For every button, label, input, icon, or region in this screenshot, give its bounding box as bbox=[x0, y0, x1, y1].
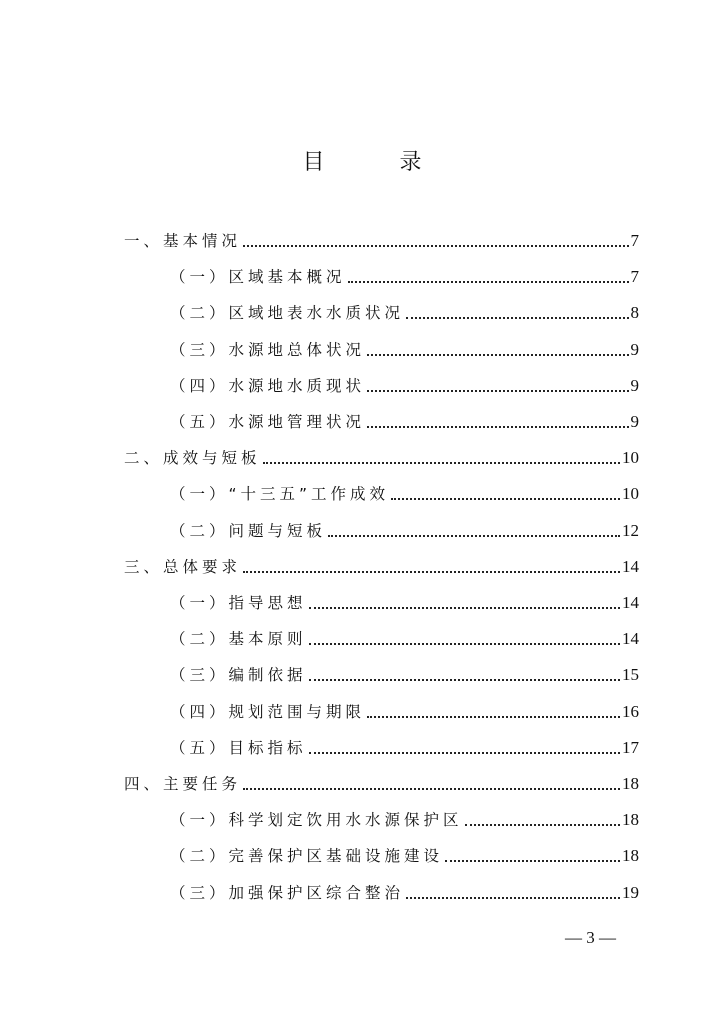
toc-entry[interactable] bbox=[170, 294, 639, 324]
toc-entry-page-number: 7 bbox=[630, 267, 639, 287]
dot-leader bbox=[243, 570, 620, 573]
toc-entry-label: （二）问题与短板 bbox=[170, 521, 327, 540]
dot-leader bbox=[391, 497, 620, 500]
page-title: 目 录 bbox=[302, 150, 456, 175]
toc-entry[interactable] bbox=[170, 512, 639, 542]
toc-entry[interactable] bbox=[170, 874, 639, 904]
toc-entry[interactable] bbox=[170, 620, 639, 650]
toc-entry-page-number: 16 bbox=[622, 701, 639, 721]
toc-entry-page-number: 14 bbox=[622, 593, 639, 612]
dot-leader bbox=[328, 534, 620, 537]
toc-entry-page-number: 18 bbox=[622, 846, 639, 866]
toc-entry-page-number: 9 bbox=[630, 375, 639, 395]
dot-leader bbox=[243, 244, 628, 247]
toc-entry-page-number: 10 bbox=[622, 448, 639, 468]
toc-entry-label: （二）基本原则 bbox=[170, 630, 307, 649]
toc-entry-page-number: 14 bbox=[622, 629, 639, 649]
toc-entry[interactable] bbox=[170, 837, 639, 867]
toc-entry[interactable] bbox=[124, 548, 639, 578]
toc-entry[interactable] bbox=[170, 729, 639, 759]
toc-entry-page-number: 7 bbox=[630, 231, 639, 250]
toc-entry-page-number: 9 bbox=[630, 339, 639, 359]
toc-entry-label: （一）区域基本概况 bbox=[170, 268, 346, 287]
toc-entry-label: 二、成效与短板 bbox=[124, 449, 261, 468]
dot-leader bbox=[309, 678, 620, 681]
dot-leader bbox=[367, 425, 628, 428]
dot-leader bbox=[263, 461, 620, 464]
toc-entry[interactable] bbox=[170, 584, 639, 614]
dot-leader bbox=[367, 353, 628, 356]
toc-entry-label: （三）编制依据 bbox=[170, 666, 307, 685]
dot-leader bbox=[406, 316, 628, 319]
toc-entry[interactable] bbox=[124, 439, 639, 469]
toc-entry-page-number: 18 bbox=[622, 810, 639, 830]
dot-leader bbox=[406, 896, 620, 899]
toc-entry-page-number: 12 bbox=[622, 520, 639, 540]
dot-leader bbox=[348, 280, 629, 283]
dot-leader bbox=[367, 389, 628, 392]
dot-leader bbox=[309, 606, 620, 609]
toc-entry-label: （一）科学划定饮用水水源保护区 bbox=[170, 811, 463, 830]
toc-entry[interactable] bbox=[170, 693, 639, 723]
toc-entry-label: 四、主要任务 bbox=[124, 775, 242, 793]
page-number-footer: — 3 — bbox=[565, 928, 616, 947]
toc-entry[interactable] bbox=[170, 475, 639, 505]
dot-leader bbox=[309, 751, 620, 754]
dot-leader bbox=[243, 787, 620, 790]
toc-entry-label: （五）水源地管理状况 bbox=[170, 413, 366, 431]
toc-entry-label: （二）区域地表水水质状况 bbox=[170, 304, 405, 323]
toc-entry[interactable] bbox=[170, 258, 639, 288]
toc-entry-page-number: 17 bbox=[622, 737, 639, 757]
toc-entry-label: （四）水源地水质现状 bbox=[170, 376, 366, 395]
toc-entry[interactable] bbox=[124, 765, 639, 795]
toc-entry-label: （一）指导思想 bbox=[170, 594, 307, 612]
toc-entry-label: （二）完善保护区基础设施建设 bbox=[170, 847, 444, 866]
toc-entry-page-number: 18 bbox=[622, 774, 639, 793]
toc-entry-label: （五）目标指标 bbox=[170, 738, 307, 757]
toc-entry-page-number: 9 bbox=[630, 412, 639, 431]
toc-entry[interactable] bbox=[170, 403, 639, 433]
toc-entry-label: （三）水源地总体状况 bbox=[170, 340, 366, 359]
toc-entry[interactable] bbox=[170, 331, 639, 361]
dot-leader bbox=[309, 642, 620, 645]
toc-entry-label: （四）规划范围与期限 bbox=[170, 702, 366, 721]
dot-leader bbox=[445, 859, 620, 862]
toc-entry-page-number: 8 bbox=[630, 303, 639, 323]
toc-entry-label: 三、总体要求 bbox=[124, 557, 242, 576]
toc-entry[interactable] bbox=[170, 656, 639, 686]
toc-entry[interactable] bbox=[170, 801, 639, 831]
toc-entry-page-number: 14 bbox=[622, 556, 639, 576]
toc-entry-page-number: 15 bbox=[622, 665, 639, 685]
toc-entry-label: （一）“十三五”工作成效 bbox=[170, 485, 390, 504]
toc-entry-label: （三）加强保护区综合整治 bbox=[170, 883, 405, 902]
dot-leader bbox=[367, 715, 620, 718]
dot-leader bbox=[465, 823, 620, 826]
toc-entry[interactable] bbox=[170, 367, 639, 397]
toc-entry-label: 一、基本情况 bbox=[124, 232, 242, 250]
toc-entry-page-number: 19 bbox=[622, 882, 639, 902]
toc-entry-page-number: 10 bbox=[622, 484, 639, 504]
toc-entry[interactable] bbox=[124, 222, 639, 252]
